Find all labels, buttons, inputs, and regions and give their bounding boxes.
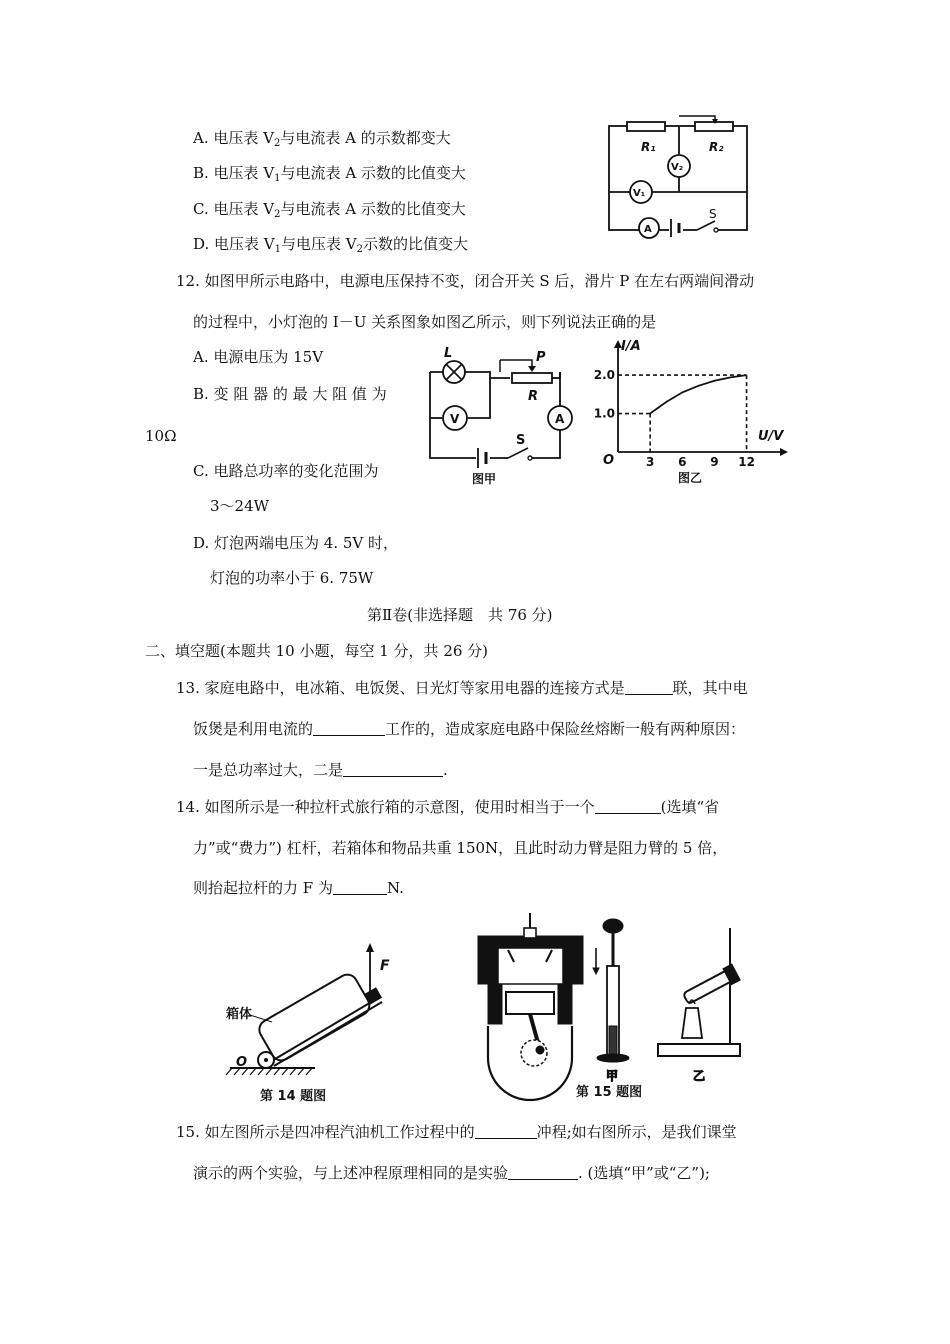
q14-fig-caption: 第 14 题图 — [260, 1089, 327, 1104]
chart-guides — [618, 375, 747, 452]
q12-option-b-cont: 10Ω — [145, 427, 177, 445]
pivot-label: O — [236, 1055, 248, 1070]
chart-series-line — [650, 375, 747, 413]
lamp — [443, 346, 465, 383]
q15-blank-2[interactable] — [508, 1163, 578, 1180]
q15-engine-figure — [468, 908, 788, 1108]
svg-text:R: R — [528, 389, 539, 404]
chart-caption: 图乙 — [678, 471, 703, 485]
q11-option-d: D. 电压表 $V_1$与电压表 $V_2$示数的比值变大 — [193, 235, 469, 255]
chart-ylabel: I/A — [621, 339, 641, 354]
engine-cylinder — [478, 913, 583, 1100]
chart-x-tick-label: 3 — [645, 455, 655, 469]
svg-text:S: S — [516, 433, 526, 448]
q12-circuit-caption: 图甲 — [472, 472, 497, 486]
q14-line2: 力”或“费力”) 杠杆，若箱体和物品共重 150N，且此时动力臂是阻力臂的 5 倍， — [193, 839, 728, 857]
chart-x-tick-label: 9 — [710, 455, 719, 469]
switch — [508, 433, 532, 462]
q11-option-b: B. 电压表 $V_1$与电流表 A 示数的比值变大 — [193, 164, 466, 184]
svg-text:S: S — [709, 207, 717, 221]
experiment-jia — [593, 919, 629, 1083]
wheel — [258, 1052, 274, 1068]
svg-text:V: V — [450, 412, 460, 426]
chart-y-tick-label: 2.0 — [593, 368, 615, 383]
section-heading: 二、填空题(本题共 10 小题，每空 1 分，共 26 分) — [145, 642, 489, 660]
q14-line1: 14. 如图所示是一种拉杆式旅行箱的示意图，使用时相当于一个 (选填“省 — [176, 798, 720, 816]
voltmeter — [443, 406, 467, 430]
svg-text:A: A — [644, 224, 652, 235]
svg-text:P: P — [536, 350, 546, 365]
q11-circuit-diagram — [605, 122, 755, 234]
q12-stem-line2: 的过程中，小灯泡的 I－U 关系图象如图乙所示，则下列说法正确的是 — [193, 313, 657, 331]
r1-resistor — [627, 122, 665, 154]
q11-option-c: C. 电压表 $V_2$与电流表 A 示数的比值变大 — [193, 200, 466, 220]
rheostat-r — [500, 350, 552, 404]
q15-blank-1[interactable] — [475, 1122, 537, 1139]
q15-line1: 15. 如左图所示是四冲程汽油机工作过程中的 冲程;如右图所示，是我们课堂 — [176, 1123, 737, 1141]
q13-blank-1[interactable] — [625, 678, 673, 695]
q15-fig-caption: 第 15 题图 — [576, 1085, 643, 1100]
svg-text:A: A — [555, 412, 565, 426]
q13-line1: 13. 家庭电路中，电冰箱、电饭煲、日光灯等家用电器的连接方式是 联，其中电 — [176, 679, 748, 697]
r2-rheostat — [679, 116, 733, 154]
q12-option-c-cont: 3～24W — [210, 497, 270, 515]
svg-text:R₂: R₂ — [709, 140, 724, 154]
chart-origin-label: O — [603, 453, 615, 468]
q12-option-a: A. 电源电压为 15V — [193, 348, 324, 366]
q11-option-a: A. 电压表 $V_2$与电流表 A 的示数都变大 — [193, 129, 451, 149]
suitcase-label: 箱体 — [226, 1007, 253, 1022]
q12-iu-chart — [593, 339, 788, 485]
chart-x-tick-label: 6 — [678, 455, 687, 469]
q13-blank-2[interactable] — [313, 719, 385, 736]
q12-option-c: C. 电路总功率的变化范围为 — [193, 462, 379, 480]
q14-suitcase-figure — [220, 940, 400, 1105]
q14-line3: 则抬起拉杆的力 F 为 N. — [193, 879, 404, 897]
v2-voltmeter — [668, 155, 690, 192]
q14-blank-1[interactable] — [595, 797, 661, 814]
svg-text:乙: 乙 — [693, 1069, 706, 1083]
svg-text:V₁: V₁ — [633, 188, 646, 199]
chart-xlabel: U/V — [758, 429, 784, 444]
v1-voltmeter — [630, 181, 652, 203]
q14-blank-2[interactable] — [333, 878, 387, 895]
chart-x-axis-arrow — [780, 448, 788, 456]
svg-text:R₁: R₁ — [641, 140, 656, 154]
q13-line3: 一是总功率过大，二是 . — [193, 761, 448, 779]
ammeter — [639, 218, 659, 238]
suitcase-body — [256, 971, 382, 1066]
svg-text:F: F — [380, 958, 390, 974]
svg-text:V₂: V₂ — [671, 162, 684, 173]
q12-option-d: D. 灯泡两端电压为 4. 5V 时， — [193, 534, 399, 552]
ammeter — [548, 406, 572, 430]
battery — [476, 448, 490, 468]
battery — [669, 219, 683, 237]
q12-option-d-cont: 灯泡的功率小于 6. 75W — [210, 569, 374, 587]
chart-y-tick-label: 1.0 — [593, 406, 615, 421]
svg-text:甲: 甲 — [606, 1069, 619, 1083]
switch — [697, 207, 718, 234]
chart-x-tick-label: 12 — [738, 455, 755, 469]
experiment-yi — [658, 928, 740, 1083]
q12-option-b: B. 变 阻 器 的 最 大 阻 值 为 — [193, 385, 387, 403]
section-title: 第Ⅱ卷(非选择题 共 76 分) — [367, 606, 553, 624]
q13-line2: 饭煲是利用电流的 工作的，造成家庭电路中保险丝熔断一般有两种原因： — [193, 720, 746, 738]
force-arrow — [366, 943, 390, 992]
q13-blank-3[interactable] — [343, 760, 443, 777]
q15-line2: 演示的两个实验，与上述冲程原理相同的是实验 . (选填“甲”或“乙”); — [193, 1164, 710, 1182]
svg-text:L: L — [444, 346, 453, 361]
q12-circuit-diagram — [420, 346, 580, 486]
q12-stem-line1: 12. 如图甲所示电路中，电源电压保持不变，闭合开关 S 后，滑片 P 在左右两端间滑动 — [176, 272, 755, 290]
